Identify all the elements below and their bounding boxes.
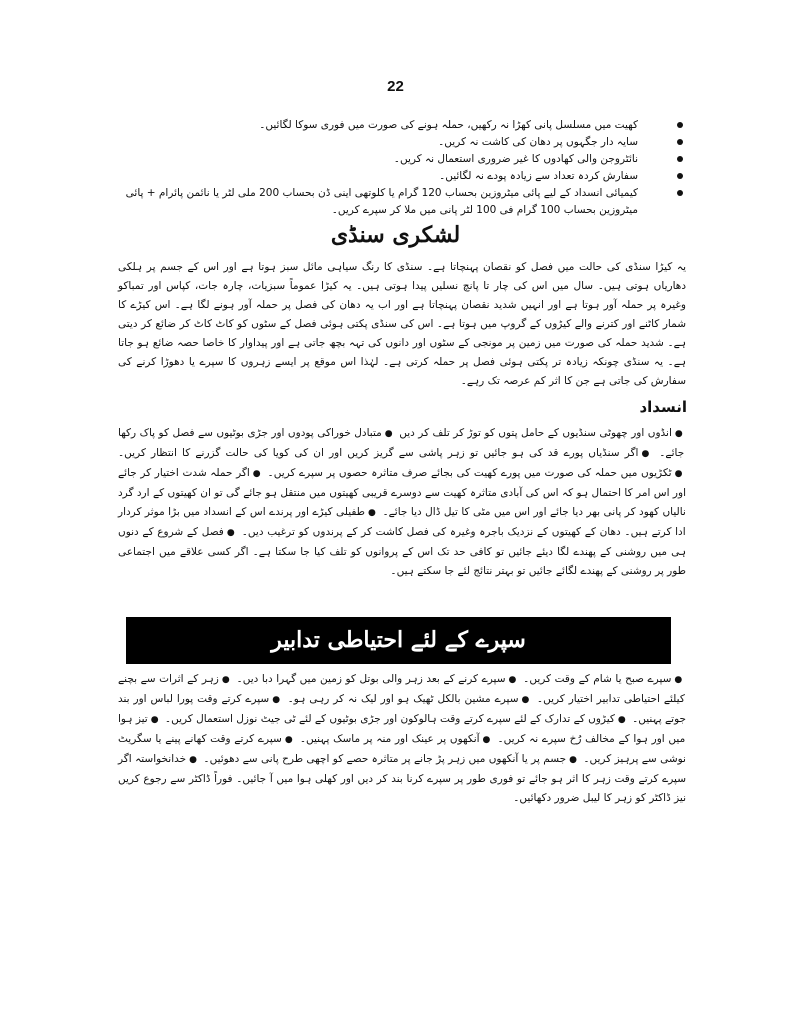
inline-item: اگر حملہ شدت اختیار کر جائے اور اس امر کا احتمال ہو کہ اس کی آبادی متاثرہ کھیت سے دوسرے قریبی کھیتوں میں منتقل ہو جائے گی تو ان کھیتوں کے ارد گرد نالیاں کھود کر پانی بھر دیا جائے اور اس میں مٹی کا تیل ڈال دیا جائے۔	[118, 467, 686, 518]
bullet-icon: ●	[617, 715, 626, 725]
list-item	[118, 134, 686, 151]
bullet-icon: ●	[284, 735, 294, 745]
inline-item: سپرے مشین بالکل ٹھیک ہو اور لیک نہ کر رہی ہو۔	[287, 693, 519, 705]
inline-item: سپرے کرتے وقت پورا لباس اور بند جوتے پہنیں۔	[118, 693, 686, 725]
bullet-icon: ●	[252, 469, 261, 479]
inline-item: تیز ہوا میں اور ہوا کے مخالف رُخ سپرے نہ کریں۔	[118, 713, 686, 745]
control-measures	[118, 424, 686, 581]
inline-item: اگر سنڈیاں پورے قد کی ہو جائیں تو زہر پاشی سے گریز کریں اور ان کی کویا کی حالت گزرنے کا انتظار کریں۔	[118, 447, 639, 459]
bullet-icon: ●	[272, 695, 281, 705]
inline-item: سپرے صبح یا شام کے وقت کریں۔	[523, 673, 672, 685]
bullet-icon: ●	[221, 675, 230, 685]
list-item-text: سایہ دار جگہوں پر دھان کی کاشت نہ کریں۔	[438, 136, 638, 148]
section-heading-control: انسداد	[639, 398, 687, 416]
bullet-icon: ●	[150, 715, 159, 725]
bullet-icon: ●	[674, 675, 683, 685]
bullet-icon: ●	[482, 735, 491, 745]
inline-item: فصل کے شروع کے دنوں ہی میں روشنی کے پھندے لگا دیئے جائیں تو کافی حد تک اس کے پروانوں کو تلف کیا جا سکتا ہے۔ اگر کسی علاقے میں اجتماعی طور پر روشنی کے پھندے لگائے جائیں تو بہتر نتائج لئے جا سکتے ہیں۔	[118, 526, 686, 577]
bullet-icon: ●	[368, 508, 377, 518]
bullet-icon	[677, 139, 683, 145]
section-title-armyworm: لشکری سنڈی	[330, 222, 461, 248]
inline-item: زہر کے اثرات سے بچنے کیلئے احتیاطی تدابیر اختیار کریں۔	[118, 673, 685, 705]
list-item-text: نائٹروجن والی کھادوں کا غیر ضروری استعمال نہ کریں۔	[393, 153, 638, 165]
list-item-text: کھیت میں مسلسل پانی کھڑا نہ رکھیں، حملہ ہونے کی صورت میں فوری سوکا لگائیں۔	[259, 119, 638, 131]
bullet-icon	[677, 173, 683, 179]
bullet-icon: ●	[384, 429, 393, 439]
bullet-icon: ●	[189, 755, 198, 765]
inline-item: ٹکڑیوں میں حملہ کی صورت میں پورے کھیت کی بجائے صرف متاثرہ حصوں پر سپرے کریں۔	[267, 467, 672, 479]
list-item	[118, 151, 686, 168]
list-item	[118, 185, 686, 219]
bullet-icon: ●	[226, 528, 236, 538]
bullet-icon	[677, 190, 683, 196]
inline-item: متبادل خوراکی پودوں اور جڑی بوٹیوں سے فصل کو پاک رکھا جائے۔	[118, 427, 685, 459]
paragraph	[118, 424, 686, 581]
inline-item: کیڑوں کے تدارک کے لئے سپرے کرتے وقت ہالوکون اور جڑی بوٹیوں کے لئے ٹی جیٹ نوزل استعمال کریں۔	[164, 713, 615, 725]
bullet-icon	[677, 122, 683, 128]
bullet-icon	[677, 156, 683, 162]
bullet-icon: ●	[674, 469, 683, 479]
paragraph	[118, 670, 686, 808]
spray-precautions	[118, 670, 686, 808]
list-item-text: سفارش کردہ تعداد سے زیادہ پودے نہ لگائیں۔	[439, 170, 638, 182]
bullet-icon: ●	[508, 675, 517, 685]
inline-item: طفیلی کیڑے اور پرندے اس کے انسداد میں بڑا موثر کردار ادا کرتے ہیں۔ دھان کے کھیتوں کے نزدیک باجرہ وغیرہ کی فصل کاشت کر کے پرندوں کو ترغیب دیں۔	[118, 506, 686, 538]
list-item	[118, 168, 686, 185]
bullet-icon: ●	[641, 449, 652, 459]
bullet-list	[118, 117, 686, 219]
inline-item: خدانخواستہ اگر سپرے کرتے وقت زہر کا اثر ہو جائے تو فوری طور پر سپرے کرنا بند کر دیں اور کھلی ہوا میں آ جائیں۔ فوراً ڈاکٹر سے رجوع کریں نیز ڈاکٹر کو زہر کا لیبل ضرور دکھائیں۔	[118, 753, 686, 804]
paragraph: یہ کیڑا سنڈی کی حالت میں فصل کو نقصان پہنچاتا ہے۔ سنڈی کا رنگ سیاہی مائل سبز ہوتا ہے اور اس کے جسم پر ہلکی دھاریاں ہوتی ہیں۔ سال میں اس کی چار تا پانچ نسلیں پیدا ہوتی ہیں۔ یہ کیڑا عموماً سبزیات، چارہ جات، کپاس اور تمباکو وغیرہ پر حملہ آور ہوتا ہے اور انہیں شدید نقصان پہنچاتا ہے اور اب یہ دھان کی فصل پر حملہ آور ہونے لگا ہے۔ اس کیڑے کا شمار کاٹنے اور کترنے والے کیڑوں کے گروپ میں ہوتا ہے۔ اس کی سنڈی پکتی ہوئی فصل کے سٹوں کو کاٹ کاٹ کر ضائع کر دیتی ہے۔ شدید حملہ کی صورت میں زمین پر مونجی کے سٹوں اور دانوں کی تہہ بچھ جاتی ہے اور پیداوار کا خاصا حصہ ضائع ہو جاتا ہے۔ یہ سنڈی چونکہ زیادہ تر پکتی ہوئی فصل پر حملہ کرتی ہے۔ لہٰذا اس موقع پر ایسے زہروں کا سپرے یا دھوڑا کرنے کی سفارش کی جاتی ہے جن کا اثر کم عرصہ تک رہے۔	[118, 261, 686, 387]
inline-item: انڈوں اور چھوٹی سنڈیوں کے حامل پتوں کو توڑ کر تلف کر دیں	[399, 427, 672, 439]
page-number: 22	[387, 78, 404, 95]
spray-precautions-banner: سپرے کے لئے احتیاطی تدابیر	[126, 617, 671, 664]
list-item-text: کیمیائی انسداد کے لیے پائی میٹروزین بحساب 120 گرام یا کلوتھی اینی ڈن بحساب 200 ملی لٹر یا نائمن پائرام + پائی میٹروزین بحساب 100 گرام فی 100 لٹر پانی میں ملا کر سپرے کریں۔	[125, 187, 638, 216]
armyworm-description	[118, 258, 686, 391]
bullet-icon: ●	[569, 755, 577, 765]
inline-item: سپرے کرنے کے بعد زہر والی بوتل کو زمین میں گہرا دبا دیں۔	[236, 673, 506, 685]
bullet-icon: ●	[674, 429, 683, 439]
inline-item: آنکھوں پر عینک اور منہ پر ماسک پہنیں۔	[299, 733, 480, 745]
inline-item: سپرے کرتے وقت کھانے پینے یا سگریٹ نوشی سے پرہیز کریں۔	[118, 733, 686, 765]
inline-item: جسم پر یا آنکھوں میں زہر پڑ جانے پر متاثرہ حصے کو اچھی طرح پانی سے دھوئیں۔	[203, 753, 567, 765]
list-item	[118, 117, 686, 134]
bullet-icon: ●	[521, 695, 530, 705]
